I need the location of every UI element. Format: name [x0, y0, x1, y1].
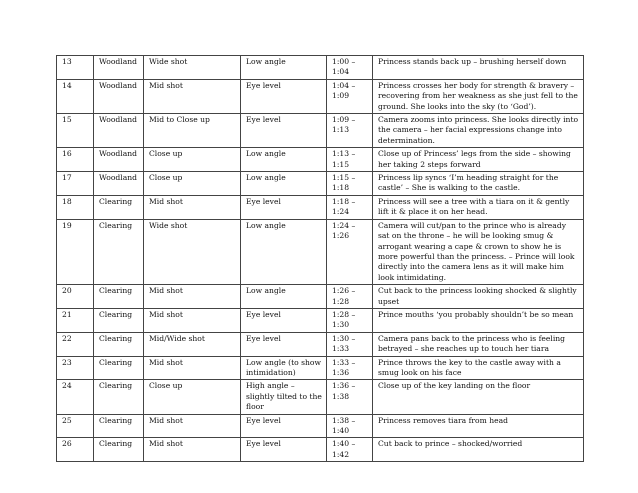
location-cell: Clearing [94, 219, 144, 284]
timecode-cell: 1:40 – 1:42 [327, 438, 373, 462]
shot-number-cell: 14 [57, 79, 94, 113]
shot-type-cell: Mid shot [144, 414, 241, 438]
table-row [57, 285, 584, 309]
description-cell: Close up of the key landing on the floor [373, 380, 584, 414]
location-cell: Woodland [94, 148, 144, 172]
camera-angle-cell: Low angle (to show intimidation) [241, 356, 327, 380]
location-cell: Woodland [94, 79, 144, 113]
timecode-cell: 1:15 – 1:18 [327, 172, 373, 196]
shot-type-cell: Wide shot [144, 219, 241, 284]
location-cell: Woodland [94, 172, 144, 196]
description-cell: Cut back to prince – shocked/worried [373, 438, 584, 462]
location-cell: Clearing [94, 380, 144, 414]
camera-angle-cell: Eye level [241, 79, 327, 113]
shot-number-cell: 15 [57, 114, 94, 148]
table-row [57, 308, 584, 332]
description-cell: Camera zooms into princess. She looks directly into the camera – her facial expressions change into determination. [373, 114, 584, 148]
shot-type-cell: Close up [144, 172, 241, 196]
timecode-cell: 1:28 – 1:30 [327, 308, 373, 332]
timecode-cell: 1:04 – 1:09 [327, 79, 373, 113]
description-cell: Camera will cut/pan to the prince who is already sat on the throne – he will be looking smug & arrogant wearing a cape & crown to show he is more powerful than the princess. – Prince will look directly into the camera lens as it will make him look intimidating. [373, 219, 584, 284]
timecode-cell: 1:38 – 1:40 [327, 414, 373, 438]
table-row [57, 79, 584, 113]
shot-number-cell: 25 [57, 414, 94, 438]
timecode-cell: 1:24 – 1:26 [327, 219, 373, 284]
shot-number-cell: 18 [57, 195, 94, 219]
description-cell: Cut back to the princess looking shocked & slightly upset [373, 285, 584, 309]
table-row [57, 172, 584, 196]
table-row [57, 332, 584, 356]
timecode-cell: 1:30 – 1:33 [327, 332, 373, 356]
shot-type-cell: Mid shot [144, 308, 241, 332]
shot-type-cell: Mid shot [144, 438, 241, 462]
table-row [57, 148, 584, 172]
table-row [57, 56, 584, 80]
table-row [57, 438, 584, 462]
timecode-cell: 1:36 – 1:38 [327, 380, 373, 414]
location-cell: Clearing [94, 332, 144, 356]
description-cell: Princess lip syncs ‘I’m heading straight for the castle’ – She is walking to the castle. [373, 172, 584, 196]
shot-type-cell: Mid shot [144, 356, 241, 380]
shot-number-cell: 23 [57, 356, 94, 380]
shot-list-body [57, 56, 584, 462]
shot-number-cell: 20 [57, 285, 94, 309]
location-cell: Woodland [94, 114, 144, 148]
shot-number-cell: 24 [57, 380, 94, 414]
table-row [57, 219, 584, 284]
description-cell: Prince throws the key to the castle away with a smug look on his face [373, 356, 584, 380]
shot-list-table [56, 55, 584, 462]
description-cell: Princess will see a tree with a tiara on it & gently lift it & place it on her head. [373, 195, 584, 219]
camera-angle-cell: Eye level [241, 414, 327, 438]
location-cell: Woodland [94, 56, 144, 80]
description-cell: Princess stands back up – brushing herself down [373, 56, 584, 80]
shot-number-cell: 16 [57, 148, 94, 172]
shot-number-cell: 21 [57, 308, 94, 332]
shot-number-cell: 22 [57, 332, 94, 356]
description-cell: Princess crosses her body for strength & bravery – recovering from her weakness as she just fell to the ground. She looks into the sky (to ‘God’). [373, 79, 584, 113]
shot-type-cell: Mid/Wide shot [144, 332, 241, 356]
description-cell: Camera pans back to the princess who is feeling betrayed – she reaches up to touch her tiara [373, 332, 584, 356]
location-cell: Clearing [94, 438, 144, 462]
table-row [57, 356, 584, 380]
description-cell: Princess removes tiara from head [373, 414, 584, 438]
camera-angle-cell: Low angle [241, 172, 327, 196]
shot-type-cell: Close up [144, 380, 241, 414]
table-row [57, 114, 584, 148]
shot-number-cell: 13 [57, 56, 94, 80]
timecode-cell: 1:33 – 1:36 [327, 356, 373, 380]
description-cell: Prince mouths ‘you probably shouldn’t be so mean [373, 308, 584, 332]
location-cell: Clearing [94, 308, 144, 332]
timecode-cell: 1:00 – 1:04 [327, 56, 373, 80]
timecode-cell: 1:26 – 1:28 [327, 285, 373, 309]
camera-angle-cell: Eye level [241, 332, 327, 356]
location-cell: Clearing [94, 356, 144, 380]
camera-angle-cell: Low angle [241, 219, 327, 284]
timecode-cell: 1:18 – 1:24 [327, 195, 373, 219]
camera-angle-cell: Eye level [241, 308, 327, 332]
timecode-cell: 1:09 – 1:13 [327, 114, 373, 148]
description-cell: Close up of Princess’ legs from the side – showing her taking 2 steps forward [373, 148, 584, 172]
camera-angle-cell: High angle – slightly tilted to the floor [241, 380, 327, 414]
shot-type-cell: Mid to Close up [144, 114, 241, 148]
camera-angle-cell: Eye level [241, 195, 327, 219]
shot-type-cell: Mid shot [144, 79, 241, 113]
location-cell: Clearing [94, 285, 144, 309]
table-row [57, 380, 584, 414]
camera-angle-cell: Eye level [241, 438, 327, 462]
shot-number-cell: 17 [57, 172, 94, 196]
timecode-cell: 1:13 – 1:15 [327, 148, 373, 172]
camera-angle-cell: Low angle [241, 56, 327, 80]
shot-number-cell: 26 [57, 438, 94, 462]
camera-angle-cell: Eye level [241, 114, 327, 148]
shot-number-cell: 19 [57, 219, 94, 284]
location-cell: Clearing [94, 414, 144, 438]
location-cell: Clearing [94, 195, 144, 219]
camera-angle-cell: Low angle [241, 148, 327, 172]
table-row [57, 195, 584, 219]
shot-type-cell: Mid shot [144, 195, 241, 219]
table-row [57, 414, 584, 438]
shot-type-cell: Wide shot [144, 56, 241, 80]
camera-angle-cell: Low angle [241, 285, 327, 309]
shot-type-cell: Mid shot [144, 285, 241, 309]
shot-type-cell: Close up [144, 148, 241, 172]
